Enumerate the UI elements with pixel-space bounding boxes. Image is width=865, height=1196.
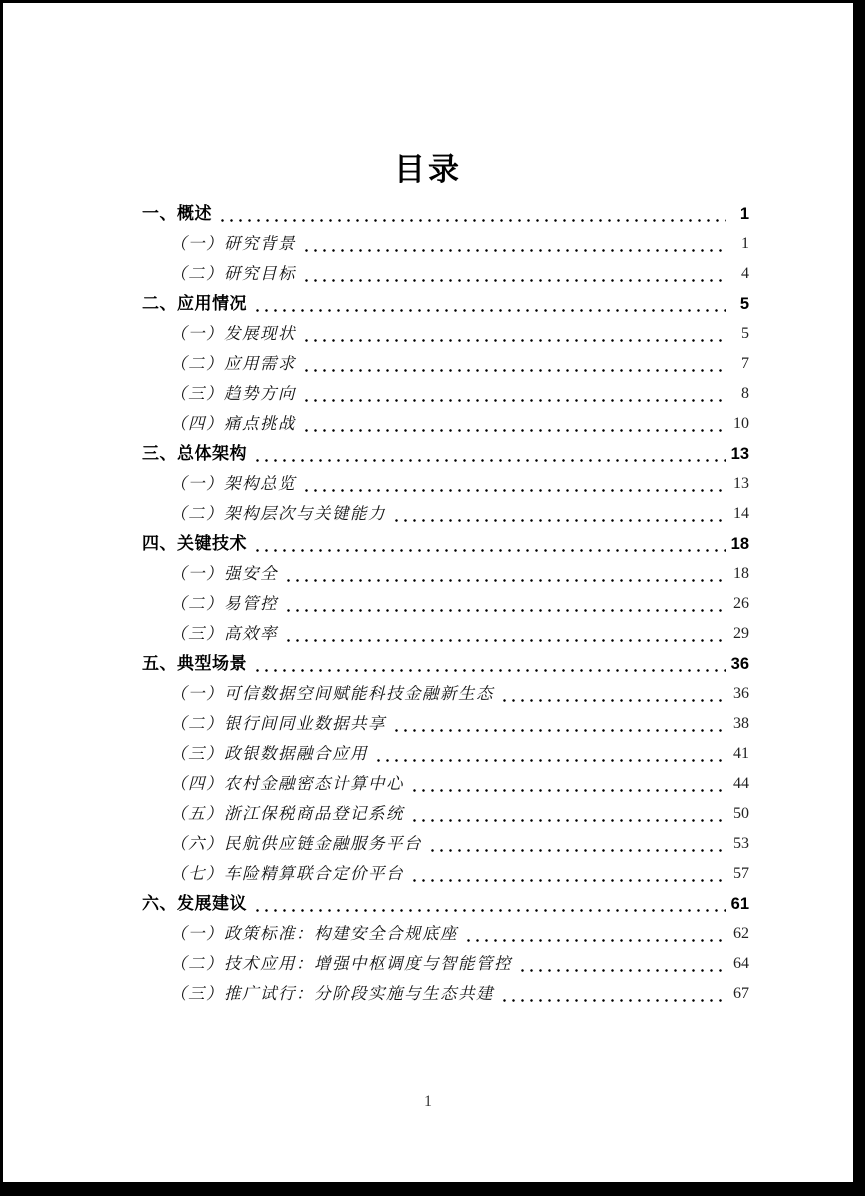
toc-entry[interactable] (142, 799, 749, 829)
toc-entry-page: 10 (733, 415, 749, 432)
toc-entry-label: （四）痛点挑战 (170, 414, 296, 433)
dotted-leader (302, 349, 726, 379)
toc-entry-page: 14 (733, 505, 749, 522)
toc-entry-page: 29 (733, 625, 749, 642)
toc-entry[interactable] (142, 859, 749, 889)
toc-entry-label: （一）架构总览 (170, 474, 296, 493)
toc-entry[interactable] (142, 919, 749, 949)
toc-entry[interactable] (142, 979, 749, 1009)
toc-entry-page: 7 (741, 355, 749, 372)
dotted-leader (392, 499, 726, 529)
toc-entry[interactable] (142, 409, 749, 439)
dotted-leader (284, 559, 726, 589)
dotted-leader (302, 409, 726, 439)
toc-entry-label: 四、关键技术 (142, 534, 247, 553)
dotted-leader (500, 679, 726, 709)
toc-list (142, 199, 749, 1009)
toc-entry-label: （二）易管控 (170, 594, 278, 613)
toc-entry[interactable] (142, 529, 749, 559)
toc-entry-label: （一）发展现状 (170, 324, 296, 343)
dotted-leader (410, 769, 726, 799)
toc-entry-page: 26 (733, 595, 749, 612)
toc-entry-page: 18 (730, 535, 749, 553)
toc-entry-page: 57 (733, 865, 749, 882)
toc-entry-page: 44 (733, 775, 749, 792)
footer-page-number: 1 (424, 1093, 432, 1110)
toc-entry-page: 36 (733, 685, 749, 702)
dotted-leader (518, 949, 726, 979)
dotted-leader (464, 919, 726, 949)
dotted-leader (218, 199, 726, 229)
toc-entry-label: （二）应用需求 (170, 354, 296, 373)
toc-entry-label: （二）架构层次与关键能力 (170, 504, 386, 523)
toc-entry-label: （二）银行间同业数据共享 (170, 714, 386, 733)
toc-entry[interactable] (142, 829, 749, 859)
toc-entry-label: （三）趋势方向 (170, 384, 296, 403)
toc-entry-label: （三）推广试行：分阶段实施与生态共建 (170, 984, 494, 1003)
toc-entry[interactable] (142, 259, 749, 289)
toc-entry-label: 六、发展建议 (142, 894, 247, 913)
toc-entry-label: 五、典型场景 (142, 654, 247, 673)
toc-entry-label: （三）高效率 (170, 624, 278, 643)
toc-entry-label: （二）研究目标 (170, 264, 296, 283)
toc-entry[interactable] (142, 709, 749, 739)
toc-entry-page: 4 (741, 265, 749, 282)
toc-entry-page: 8 (741, 385, 749, 402)
dotted-leader (284, 619, 726, 649)
toc-entry[interactable] (142, 349, 749, 379)
dotted-leader (374, 739, 726, 769)
toc-entry-page: 62 (733, 925, 749, 942)
toc-entry[interactable] (142, 769, 749, 799)
toc-entry-label: （二）技术应用：增强中枢调度与智能管控 (170, 954, 512, 973)
toc-entry-label: 三、总体架构 (142, 444, 247, 463)
toc-entry[interactable] (142, 499, 749, 529)
toc-entry-page: 67 (733, 985, 749, 1002)
dotted-leader (302, 469, 726, 499)
dotted-leader (253, 649, 726, 679)
toc-entry-page: 1 (739, 205, 749, 223)
dotted-leader (302, 259, 726, 289)
toc-entry-page: 41 (733, 745, 749, 762)
toc-entry[interactable] (142, 619, 749, 649)
toc-entry[interactable] (142, 229, 749, 259)
toc-entry-label: （七）车险精算联合定价平台 (170, 864, 404, 883)
toc-entry[interactable] (142, 289, 749, 319)
toc-entry[interactable] (142, 679, 749, 709)
dotted-leader (284, 589, 726, 619)
toc-entry-label: （六）民航供应链金融服务平台 (170, 834, 422, 853)
dotted-leader (428, 829, 726, 859)
dotted-leader (253, 529, 726, 559)
toc-entry-page: 13 (730, 445, 749, 463)
toc-entry[interactable] (142, 889, 749, 919)
toc-entry[interactable] (142, 199, 749, 229)
dotted-leader (500, 979, 726, 1009)
dotted-leader (253, 439, 726, 469)
dotted-leader (302, 379, 726, 409)
toc-entry[interactable] (142, 649, 749, 679)
toc-entry-page: 5 (741, 325, 749, 342)
dotted-leader (410, 859, 726, 889)
dotted-leader (302, 229, 726, 259)
toc-entry[interactable] (142, 589, 749, 619)
dotted-leader (253, 289, 726, 319)
toc-entry[interactable] (142, 319, 749, 349)
toc-entry-page: 18 (733, 565, 749, 582)
toc-entry-label: （三）政银数据融合应用 (170, 744, 368, 763)
toc-entry-label: （五）浙江保税商品登记系统 (170, 804, 404, 823)
toc-entry-page: 5 (739, 295, 749, 313)
toc-entry-page: 50 (733, 805, 749, 822)
toc-entry-page: 13 (733, 475, 749, 492)
toc-entry-page: 53 (733, 835, 749, 852)
page-title: 目录 (394, 152, 462, 187)
toc-entry[interactable] (142, 379, 749, 409)
dotted-leader (253, 889, 726, 919)
dotted-leader (302, 319, 726, 349)
toc-entry-page: 1 (741, 235, 749, 252)
toc-entry[interactable] (142, 559, 749, 589)
toc-entry-label: （一）政策标准：构建安全合规底座 (170, 924, 458, 943)
dotted-leader (410, 799, 726, 829)
toc-entry-label: （一）可信数据空间赋能科技金融新生态 (170, 684, 494, 703)
toc-entry[interactable] (142, 469, 749, 499)
toc-entry-label: （一）强安全 (170, 564, 278, 583)
toc-entry[interactable] (142, 739, 749, 769)
toc-entry-page: 36 (730, 655, 749, 673)
toc-entry-label: （四）农村金融密态计算中心 (170, 774, 404, 793)
toc-entry-page: 64 (733, 955, 749, 972)
toc-entry-label: 二、应用情况 (142, 294, 247, 313)
toc-entry-page: 38 (733, 715, 749, 732)
dotted-leader (392, 709, 726, 739)
toc-entry[interactable] (142, 949, 749, 979)
toc-entry-page: 61 (730, 895, 749, 913)
toc-entry[interactable] (142, 439, 749, 469)
toc-entry-label: 一、概述 (142, 204, 212, 223)
toc-entry-label: （一）研究背景 (170, 234, 296, 253)
